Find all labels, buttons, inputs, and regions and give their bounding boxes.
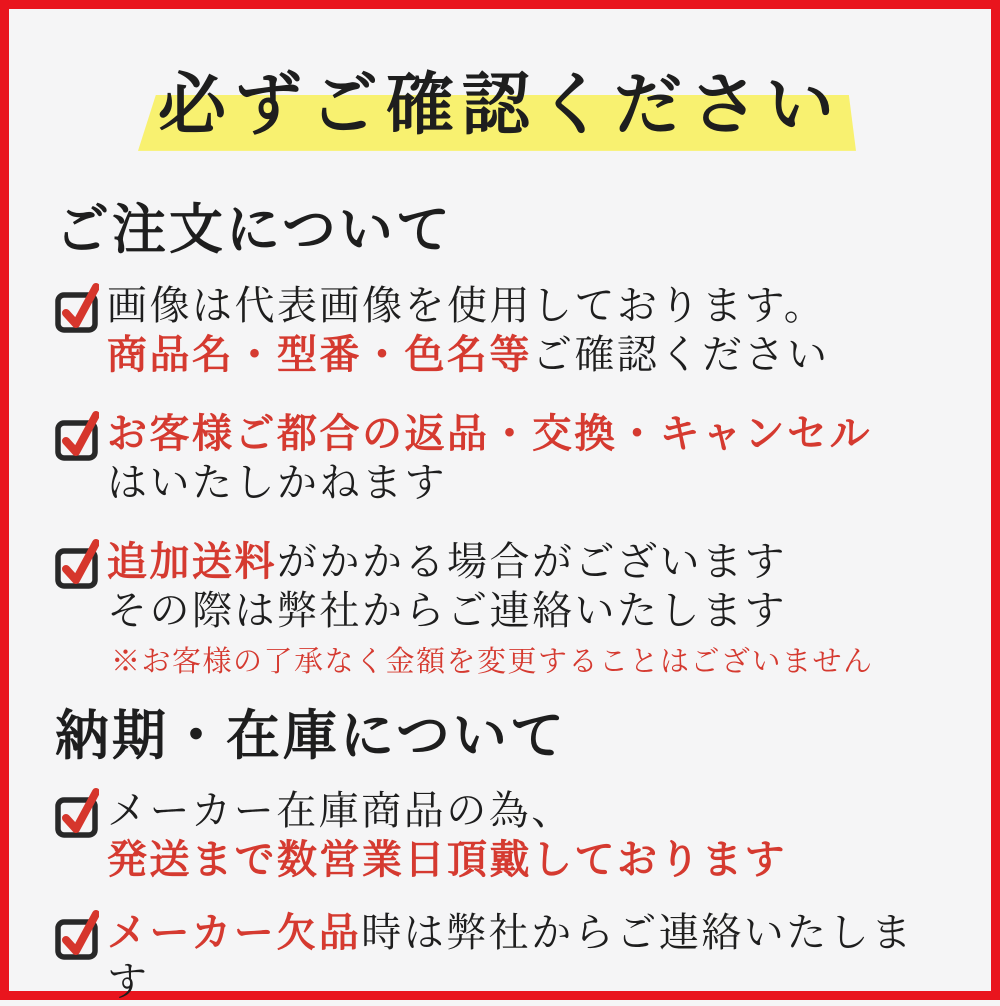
text-segment: 画像は代表画像を使用しております。 (107, 282, 827, 328)
section-heading-stock: 納期・在庫について (55, 705, 567, 766)
text-segment-red: メーカー欠品 (107, 910, 362, 956)
text-segment: その際は弊社からご連絡いたします (107, 587, 787, 633)
text-segment: はいたしかねます (107, 459, 447, 505)
list-item-text (107, 537, 874, 680)
checked-checkbox-icon (55, 409, 99, 461)
checked-checkbox-icon (55, 908, 99, 960)
list-item-text (107, 281, 830, 379)
checked-checkbox-icon (55, 786, 99, 838)
text-segment: 時は弊社からご連絡いたします (107, 910, 914, 1005)
text-segment-red: 発送まで数営業日頂戴しております (107, 837, 787, 883)
list-item-text (107, 409, 872, 507)
list-item-maker-shortage (55, 908, 951, 1006)
checked-checkbox-icon (55, 537, 99, 589)
text-segment: がかかる場合がございます (277, 538, 787, 584)
list-item-text (107, 908, 951, 1006)
text-segment-red: 追加送料 (107, 538, 277, 584)
price-change-note: ※お客様の了承なく金額を変更することはございません (111, 645, 874, 678)
section-heading-order: ご注文について (55, 200, 453, 260)
page-title-text: 必ずご確認ください (157, 67, 842, 143)
text-segment: メーカー在庫商品の為、 (107, 788, 574, 834)
text-segment: ご確認ください (532, 331, 830, 377)
list-item-no-returns (55, 409, 951, 507)
page-title (9, 51, 991, 148)
list-item-representative-image (55, 281, 951, 379)
notice-content (9, 198, 991, 1006)
list-item-extra-shipping (55, 537, 951, 680)
checked-checkbox-icon (55, 281, 99, 333)
list-item-maker-stock (55, 786, 951, 884)
text-segment-red: お客様ご都合の返品・交換・キャンセル (107, 410, 872, 456)
text-segment-red: 商品名・型番・色名等 (107, 331, 532, 377)
list-item-text (107, 786, 787, 884)
